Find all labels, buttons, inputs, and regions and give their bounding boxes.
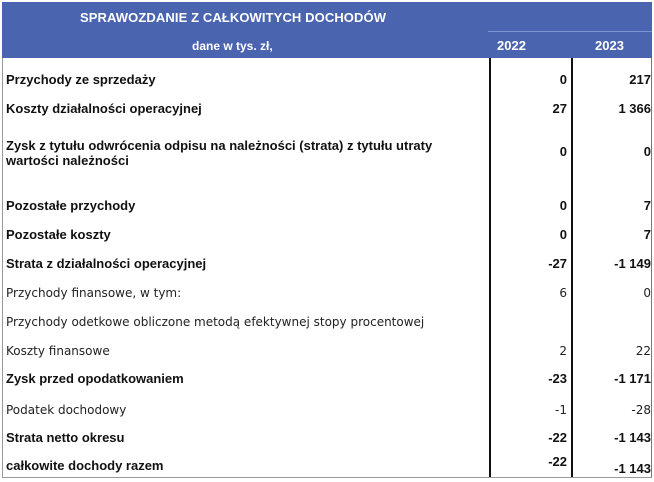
value-2023: 7 xyxy=(643,198,651,213)
row-label: Przychody finansowe, w tym: xyxy=(6,286,182,300)
row-label: Przychody ze sprzedaży xyxy=(6,72,156,87)
value-2023: 22 xyxy=(635,344,651,358)
row-label: Zysk z tytułu odwrócenia odpisu na należności (strata) z tytułu utraty wartości należności xyxy=(6,138,433,168)
value-2023: -1 143 xyxy=(614,461,651,476)
value-2023: -28 xyxy=(631,403,651,417)
statement-title: SPRAWOZDANIE Z CAŁKOWITYCH DOCHODÓW xyxy=(80,10,387,25)
value-2023: 7 xyxy=(643,227,651,242)
value-2023: 217 xyxy=(629,72,651,87)
row-label: Pozostałe koszty xyxy=(6,227,111,242)
table-header xyxy=(2,2,652,58)
value-2022: 2 xyxy=(559,344,567,358)
row-label: Strata netto okresu xyxy=(6,430,125,445)
year-2023-header: 2023 xyxy=(595,38,624,53)
header-divider xyxy=(488,31,652,32)
value-2023: 1 366 xyxy=(618,101,651,116)
row-label: Zysk przed opodatkowaniem xyxy=(6,371,184,386)
units-label: dane w tys. zł, xyxy=(192,39,273,53)
value-2022: -22 xyxy=(548,454,567,469)
table-row xyxy=(3,138,653,170)
value-2023: -1 171 xyxy=(614,371,651,386)
value-2022: 27 xyxy=(552,101,567,116)
row-label: Pozostałe przychody xyxy=(6,198,136,213)
value-2023: 0 xyxy=(643,286,651,300)
value-2022: 0 xyxy=(559,144,567,159)
statement-table xyxy=(2,58,652,478)
row-label: całkowite dochody razem xyxy=(6,458,164,473)
row-label: Koszty finansowe xyxy=(6,344,110,358)
row-label: Przychody odetkowe obliczone metodą efektywnej stopy procentowej xyxy=(6,315,425,329)
row-label: Podatek dochodowy xyxy=(6,403,127,417)
value-2022: 0 xyxy=(559,72,567,87)
value-2022: -1 xyxy=(555,403,567,417)
year-2022-header: 2022 xyxy=(497,38,526,53)
column-divider-2022 xyxy=(489,58,491,477)
column-divider-2023 xyxy=(571,58,573,477)
value-2022: -23 xyxy=(548,371,567,386)
value-2023: -1 143 xyxy=(614,430,651,445)
value-2022: -22 xyxy=(548,430,567,445)
value-2022: 0 xyxy=(559,227,567,242)
value-2022: 6 xyxy=(559,286,567,300)
row-label: Strata z działalności operacyjnej xyxy=(6,256,207,271)
value-2022: -27 xyxy=(548,256,567,271)
value-2023: -1 149 xyxy=(614,256,651,271)
row-label: Koszty działalności operacyjnej xyxy=(6,101,202,116)
value-2022: 0 xyxy=(559,198,567,213)
value-2023: 0 xyxy=(643,144,651,159)
